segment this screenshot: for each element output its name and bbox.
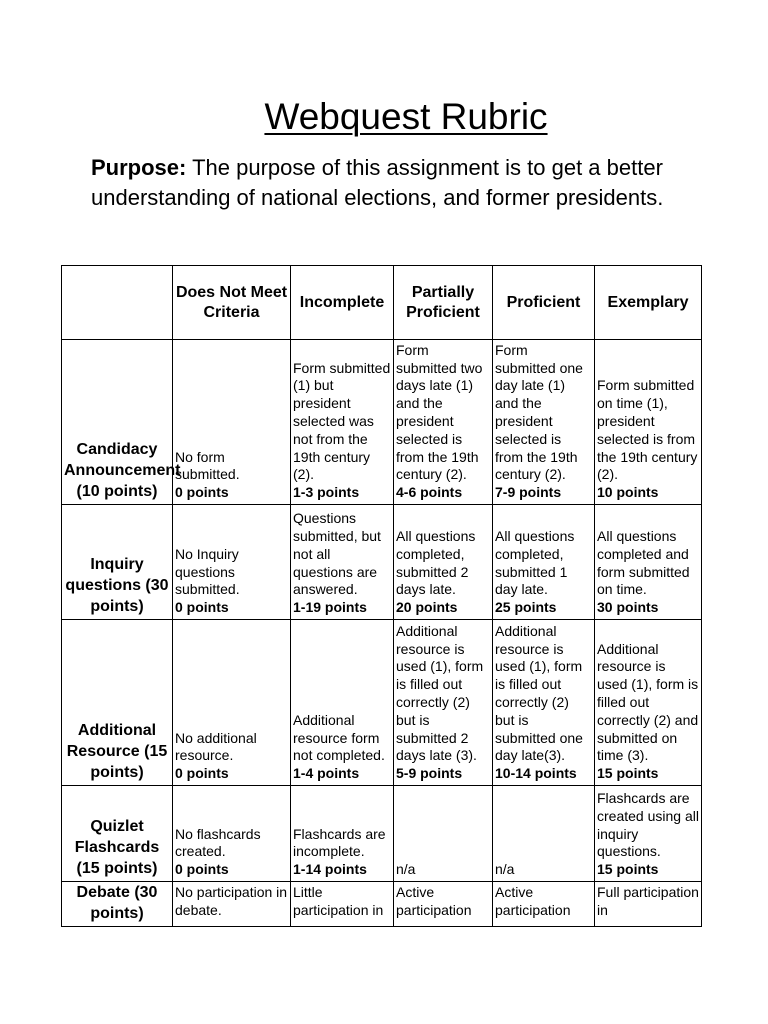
rubric-table — [61, 265, 702, 927]
rubric-cell: All questions completed and form submitted on time. 30 points — [595, 505, 702, 620]
header-does-not-meet-criteria: Does Not Meet Criteria — [173, 266, 291, 340]
table-row — [62, 340, 702, 505]
rubric-cell: No participation in debate. — [173, 882, 291, 927]
rubric-cell: Form submitted (1) but president selected was not from the 19th century (2). 1-3 points — [291, 340, 394, 505]
rubric-cell: Form submitted two days late (1) and the president selected is from the 19th century (2). 4-6 points — [394, 340, 493, 505]
row-label: Debate (30 points) — [62, 882, 173, 927]
rubric-cell: All questions completed, submitted 2 days late. 20 points — [394, 505, 493, 620]
table-row — [62, 882, 702, 927]
row-label: Quizlet Flashcards (15 points) — [62, 786, 173, 882]
header-exemplary: Exemplary — [595, 266, 702, 340]
rubric-cell: Flashcards are incomplete. 1-14 points — [291, 786, 394, 882]
rubric-cell: Active participation — [394, 882, 493, 927]
rubric-cell: Form submitted on time (1), president selected is from the 19th century (2). 10 points — [595, 340, 702, 505]
purpose-text: The purpose of this assignment is to get a better understanding of national elections, and former presidents. — [91, 155, 664, 210]
rubric-cell: Active participation — [493, 882, 595, 927]
row-label: Inquiry questions (30 points) — [62, 505, 173, 620]
rubric-cell: Flashcards are created using all inquiry questions. 15 points — [595, 786, 702, 882]
rubric-cell: All questions completed, submitted 1 day late. 25 points — [493, 505, 595, 620]
rubric-cell: No flashcards created. 0 points — [173, 786, 291, 882]
rubric-cell: No Inquiry questions submitted. 0 points — [173, 505, 291, 620]
table-row — [62, 786, 702, 882]
rubric-cell: Additional resource is used (1), form is filled out correctly (2) but is submitted one day late(3). 10-14 points — [493, 620, 595, 786]
rubric-cell: Additional resource form not completed. 1-4 points — [291, 620, 394, 786]
header-corner — [62, 266, 173, 340]
rubric-cell: Form submitted one day late (1) and the president selected is from the 19th century (2). 7-9 points — [493, 340, 595, 505]
purpose-label: Purpose: — [91, 155, 187, 180]
rubric-cell: No form submitted. 0 points — [173, 340, 291, 505]
row-label: Candidacy Announcement (10 points) — [62, 340, 173, 505]
row-label: Additional Resource (15 points) — [62, 620, 173, 786]
table-row — [62, 620, 702, 786]
header-proficient: Proficient — [493, 266, 595, 340]
rubric-cell: No additional resource. 0 points — [173, 620, 291, 786]
document-title: Webquest Rubric — [264, 96, 548, 137]
header-incomplete: Incomplete — [291, 266, 394, 340]
header-partially-proficient: Partially Proficient — [394, 266, 493, 340]
header-row — [62, 266, 702, 340]
table-row — [62, 505, 702, 620]
rubric-cell: Questions submitted, but not all questions are answered. 1-19 points — [291, 505, 394, 620]
rubric-cell: n/a — [493, 786, 595, 882]
rubric-cell: Additional resource is used (1), form is filled out correctly (2) but is submitted 2 days late (3). 5-9 points — [394, 620, 493, 786]
rubric-cell: Additional resource is used (1), form is filled out correctly (2) and submitted on time (3). 15 points — [595, 620, 702, 786]
rubric-cell: n/a — [394, 786, 493, 882]
purpose-paragraph — [91, 153, 711, 213]
rubric-cell: Little participation in — [291, 882, 394, 927]
rubric-cell: Full participation in — [595, 882, 702, 927]
